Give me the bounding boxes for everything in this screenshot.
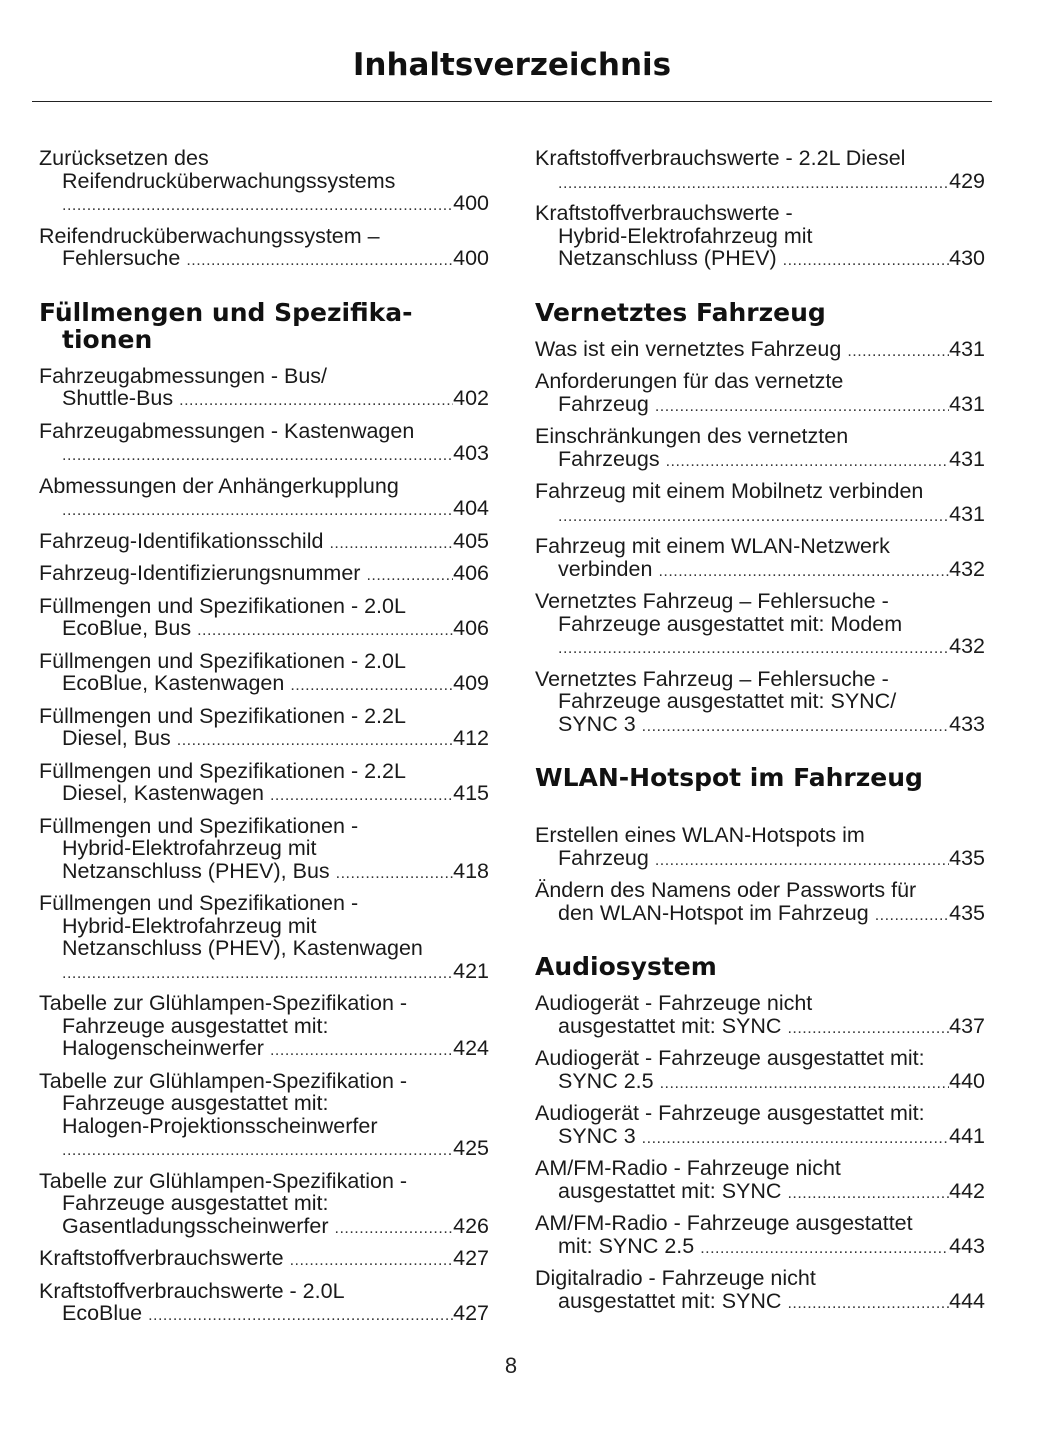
toc-entry-title-line: Fahrzeug-Identifizierungsnummer [39, 561, 361, 585]
toc-page-number[interactable]: 425 [453, 1136, 489, 1160]
dot-leader [658, 561, 949, 584]
toc-entry[interactable] [39, 650, 489, 698]
toc-entry[interactable] [39, 760, 489, 808]
section-heading [39, 299, 489, 353]
page-header [32, 0, 992, 102]
toc-entry[interactable] [535, 992, 985, 1040]
dot-leader [655, 850, 949, 873]
dot-leader [787, 1293, 949, 1316]
toc-entry-page-line [535, 1015, 985, 1041]
toc-entry[interactable] [39, 815, 489, 886]
toc-page-number[interactable]: 404 [453, 496, 489, 520]
toc-entry[interactable] [39, 530, 489, 556]
toc-page-number[interactable]: 432 [949, 634, 985, 658]
toc-entry-page-line [39, 387, 489, 413]
dot-leader [148, 1305, 453, 1328]
toc-entry[interactable] [535, 480, 985, 528]
dot-leader [642, 1128, 949, 1151]
dot-leader [177, 730, 453, 753]
toc-entry[interactable] [535, 1212, 985, 1260]
toc-group [535, 824, 985, 927]
toc-entry-page-line [535, 902, 985, 928]
page-title: Inhaltsverzeichnis [352, 47, 672, 83]
toc-page-number[interactable]: 430 [949, 246, 985, 270]
toc-entry-title-line: Netzanschluss (PHEV) [558, 246, 777, 270]
toc-page-number[interactable]: 427 [453, 1301, 489, 1325]
toc-entry-title-line: Hybrid-Elektrofahrzeug mit [62, 836, 317, 860]
toc-page-number[interactable]: 406 [453, 561, 489, 585]
toc-entry-page-line [39, 860, 489, 886]
toc-entry-page-line [39, 530, 489, 556]
toc-entry-title-line: Füllmengen und Spezifikationen - [39, 813, 359, 838]
toc-entry-title-line: Fahrzeuge ausgestattet mit: Modem [558, 611, 903, 636]
toc-page-number[interactable]: 409 [453, 671, 489, 695]
toc-entry[interactable] [39, 1170, 489, 1241]
toc-page-number[interactable]: 437 [949, 1013, 985, 1038]
toc-entry[interactable] [535, 338, 985, 364]
toc-entry-title-line: Fahrzeug [558, 391, 649, 416]
dot-leader [875, 905, 949, 928]
toc-entry-title-line: Netzanschluss (PHEV), Bus [62, 858, 330, 883]
toc-entry-page-line [535, 338, 985, 364]
toc-page-number[interactable]: 421 [453, 958, 489, 983]
toc-page-number[interactable]: 431 [949, 446, 985, 471]
toc-entry-title-line: Fahrzeug-Identifikationsschild [39, 528, 324, 553]
toc-entry-title-line: Fahrzeug [558, 845, 649, 870]
toc-page-number[interactable]: 444 [949, 1288, 985, 1313]
toc-entry[interactable] [39, 475, 489, 523]
toc-page-number[interactable]: 418 [453, 858, 489, 883]
toc-entry-page-line [535, 393, 985, 419]
toc-entry-title-line: Kraftstoffverbrauchswerte - 2.2L Diesel [535, 146, 906, 170]
toc-entry[interactable] [535, 147, 985, 195]
toc-group [39, 147, 489, 273]
toc-entry-title-line: Füllmengen und Spezifikationen - 2.0L [39, 593, 406, 618]
toc-entry-title-line: Tabelle zur Glühlampen-Spezifikation - [39, 991, 408, 1015]
dot-leader [290, 1250, 454, 1273]
toc-entry-page-line [535, 1235, 985, 1261]
toc-entry-page-line [39, 1215, 489, 1241]
toc-entry-page-line [39, 1302, 489, 1328]
toc-entry[interactable] [39, 562, 489, 588]
toc-entry-title-line: ausgestattet mit: SYNC [558, 1288, 782, 1313]
toc-entry-title-line: EcoBlue [62, 1301, 143, 1325]
toc-entry-title-line: den WLAN-Hotspot im Fahrzeug [558, 900, 869, 925]
toc-entry-title-line: ausgestattet mit: SYNC [558, 1013, 782, 1038]
toc-entry-title-line: Fahrzeugs [558, 446, 660, 471]
toc-entry-title-line: SYNC 3 [558, 711, 636, 736]
toc-entry-title-line: Abmessungen der Anhängerkupplung [39, 473, 399, 498]
toc-entry[interactable] [39, 992, 489, 1063]
toc-entry-page-line [39, 782, 489, 808]
dot-leader [787, 1183, 949, 1206]
toc-entry-page-line [39, 1037, 489, 1063]
dot-leader [787, 1018, 949, 1041]
toc-entry-title-line: Füllmengen und Spezifikationen - 2.2L [39, 703, 406, 728]
dot-leader [655, 396, 949, 419]
toc-entry-title-line: Fahrzeugabmessungen - Bus/ [39, 363, 328, 388]
toc-page-number[interactable]: 400 [453, 246, 489, 270]
toc-entry-title-line: Fahrzeugabmessungen - Kastenwagen [39, 418, 415, 443]
dot-leader [290, 675, 453, 698]
toc-entry-page-line [39, 562, 489, 588]
toc-entry-page-line [39, 1247, 489, 1273]
toc-entry-page-line [39, 617, 489, 643]
toc-entry-title-line: Vernetztes Fahrzeug – Fehlersuche - [535, 666, 889, 691]
toc-page-number[interactable]: 440 [949, 1068, 985, 1093]
dot-leader [270, 785, 453, 808]
toc-entry-title-line: Audiogerät - Fahrzeuge ausgestattet mit: [535, 1046, 925, 1070]
toc-entry-title-line: Vernetztes Fahrzeug – Fehlersuche - [535, 589, 889, 613]
toc-entry-page-line [535, 558, 985, 584]
toc-entry[interactable] [39, 1280, 489, 1328]
toc-entry[interactable] [535, 590, 985, 661]
dot-leader [642, 716, 949, 739]
toc-group [535, 338, 985, 739]
dot-leader [847, 341, 949, 364]
toc-page-number[interactable]: 435 [949, 900, 985, 925]
toc-page-number[interactable]: 441 [949, 1123, 985, 1148]
toc-page-number[interactable]: 429 [949, 168, 985, 193]
toc-entry-page-line [535, 170, 985, 196]
toc-page-number[interactable]: 426 [453, 1213, 489, 1238]
dot-leader [270, 1040, 453, 1063]
dot-leader [62, 500, 453, 523]
section-heading-line: tionen [62, 324, 153, 354]
toc-entry-title-line: Ändern des Namens oder Passworts für [535, 878, 917, 902]
toc-entry-title-line: Fehlersuche [62, 246, 181, 270]
toc-entry-title-line: Hybrid-Elektrofahrzeug mit [558, 223, 813, 248]
toc-entry-page-line [39, 247, 489, 273]
toc-entry-page-line [535, 1070, 985, 1096]
toc-group [535, 992, 985, 1315]
toc-entry-page-line [535, 847, 985, 873]
toc-page-number[interactable]: 406 [453, 616, 489, 640]
toc-entry-page-line [39, 442, 489, 468]
toc-entry-page-line [535, 1290, 985, 1316]
dot-leader [366, 565, 453, 588]
dot-leader [783, 250, 949, 273]
toc-entry-title-line: Netzanschluss (PHEV), Kastenwagen [62, 936, 423, 960]
toc-entry[interactable] [535, 370, 985, 418]
dot-leader [336, 863, 453, 886]
toc-entry-page-line [39, 727, 489, 753]
toc-page-number[interactable]: 433 [949, 711, 985, 736]
toc-entry[interactable] [39, 892, 489, 985]
toc-entry-title-line: Audiogerät - Fahrzeuge ausgestattet mit: [535, 1101, 925, 1125]
toc-entry-title-line: Kraftstoffverbrauchswerte [39, 1246, 284, 1270]
toc-entry[interactable] [39, 595, 489, 643]
toc-entry-title-line: SYNC 3 [558, 1123, 636, 1148]
toc-entry-page-line [535, 503, 985, 529]
toc-entry-page-line [39, 1137, 489, 1163]
dot-leader [666, 451, 950, 474]
toc-entry-title-line: Fahrzeuge ausgestattet mit: [62, 1191, 329, 1215]
toc-entry[interactable] [535, 202, 985, 273]
dot-leader [186, 250, 453, 273]
toc-entry-title-line: EcoBlue, Bus [62, 616, 192, 640]
toc-entry-title-line: Halogen-Projektionsscheinwerfer [62, 1113, 378, 1138]
toc-entry-title-line: Fahrzeuge ausgestattet mit: SYNC/ [558, 689, 897, 713]
toc-page-number[interactable]: 400 [453, 191, 489, 215]
toc-entry-title-line: ausgestattet mit: SYNC [558, 1178, 782, 1203]
toc-entry-title-line: Tabelle zur Glühlampen-Spezifikation - [39, 1068, 408, 1093]
toc-entry-page-line [535, 713, 985, 739]
toc-entry[interactable] [39, 1247, 489, 1273]
dot-leader [179, 390, 453, 413]
toc-entry-title-line: Füllmengen und Spezifikationen - 2.0L [39, 648, 406, 673]
toc-entry-title-line: Fahrzeuge ausgestattet mit: [62, 1091, 329, 1115]
toc-entry[interactable] [535, 1102, 985, 1150]
toc-column-right [535, 147, 985, 1322]
toc-page-number[interactable]: 405 [453, 528, 489, 553]
toc-entry-title-line: Tabelle zur Glühlampen-Spezifikation - [39, 1168, 408, 1193]
dot-leader [558, 173, 949, 196]
toc-entry[interactable] [535, 668, 985, 739]
section-heading: Audiosystem [535, 952, 717, 981]
toc-entry-title-line: Digitalradio - Fahrzeuge nicht [535, 1266, 816, 1290]
toc-page-number[interactable]: 435 [949, 845, 985, 870]
toc-entry-title-line: Anforderungen für das vernetzte [535, 369, 844, 393]
toc-entry-title-line: Kraftstoffverbrauchswerte - 2.0L [39, 1278, 345, 1303]
toc-entry-title-line: Was ist ein vernetztes Fahrzeug [535, 336, 842, 361]
toc-entry[interactable] [39, 1070, 489, 1163]
toc-entry-title-line: AM/FM-Radio - Fahrzeuge nicht [535, 1156, 841, 1180]
toc-page-number[interactable]: 415 [453, 781, 489, 805]
dot-leader [329, 533, 453, 556]
toc-page-number[interactable]: 431 [949, 391, 985, 416]
toc-group [39, 365, 489, 1328]
toc-entry[interactable] [535, 535, 985, 583]
toc-page-number[interactable]: 403 [453, 441, 489, 465]
section-heading: Vernetztes Fahrzeug [535, 297, 826, 327]
toc-column-left [39, 147, 489, 1335]
dot-leader [197, 620, 453, 643]
section-heading: WLAN-Hotspot im Fahrzeug [535, 763, 923, 792]
dot-leader [558, 506, 949, 529]
toc-entry-page-line [535, 1180, 985, 1206]
toc-entry[interactable] [39, 420, 489, 468]
toc-entry-title-line: Erstellen eines WLAN-Hotspots im [535, 823, 865, 847]
toc-page-number[interactable]: 412 [453, 726, 489, 750]
toc-entry-page-line [39, 960, 489, 986]
toc-page-number[interactable]: 431 [949, 501, 985, 526]
toc-entry-title-line: Hybrid-Elektrofahrzeug mit [62, 913, 317, 938]
toc-entry-title-line: Reifendrucküberwachungssystem – [39, 223, 380, 248]
toc-entry-title-line: Zurücksetzen des [39, 146, 209, 170]
toc-entry-page-line [39, 192, 489, 218]
toc-entry-title-line: Reifendrucküberwachungssystems [62, 168, 396, 193]
toc-entry-title-line: Fahrzeug mit einem WLAN-Netzwerk [535, 534, 890, 558]
toc-page-number[interactable]: 442 [949, 1178, 985, 1203]
dot-leader [660, 1073, 950, 1096]
dot-leader [62, 1140, 453, 1163]
section-heading-line: Füllmengen und Spezifika- [39, 297, 413, 327]
toc-entry-page-line [535, 635, 985, 661]
toc-page-number[interactable]: 402 [453, 386, 489, 410]
toc-page-number[interactable]: 431 [949, 336, 985, 361]
toc-entry-title-line: Fahrzeuge ausgestattet mit: [62, 1013, 329, 1038]
toc-entry-page-line [535, 1125, 985, 1151]
toc-entry[interactable] [535, 1047, 985, 1095]
toc-entry-page-line [39, 497, 489, 523]
page-number: 8 [504, 1353, 518, 1378]
toc-entry-title-line: Einschränkungen des vernetzten [535, 424, 849, 448]
dot-leader [335, 1218, 454, 1241]
toc-entry[interactable] [535, 425, 985, 473]
toc-entry[interactable] [535, 1267, 985, 1315]
toc-entry-title-line: Shuttle-Bus [62, 386, 174, 410]
toc-entry-title-line: Audiogerät - Fahrzeuge nicht [535, 991, 813, 1015]
toc-entry-title-line: Gasentladungsscheinwerfer [62, 1213, 329, 1238]
toc-entry-title-line: Halogenscheinwerfer [62, 1036, 264, 1060]
toc-entry[interactable] [535, 824, 985, 872]
toc-entry-page-line [39, 672, 489, 698]
toc-group [535, 147, 985, 273]
toc-entry[interactable] [39, 225, 489, 273]
toc-entry-title-line: Diesel, Kastenwagen [62, 781, 264, 805]
toc-entry-title-line: Kraftstoffverbrauchswerte - [535, 201, 793, 225]
toc-entry[interactable] [39, 365, 489, 413]
toc-entry-title-line: verbinden [558, 556, 653, 581]
toc-entry-title-line: Füllmengen und Spezifikationen - 2.2L [39, 758, 406, 783]
dot-leader [62, 963, 453, 986]
toc-entry[interactable] [39, 705, 489, 753]
toc-entry-title-line: Fahrzeug mit einem Mobilnetz verbinden [535, 479, 924, 503]
toc-entry-page-line [535, 247, 985, 273]
toc-page-number[interactable]: 427 [453, 1246, 489, 1270]
dot-leader [62, 195, 453, 218]
toc-entry[interactable] [535, 1157, 985, 1205]
toc-entry-page-line [535, 448, 985, 474]
toc-entry-title-line: mit: SYNC 2.5 [558, 1233, 695, 1258]
toc-entry-title-line: SYNC 2.5 [558, 1068, 654, 1093]
toc-page-number[interactable]: 424 [453, 1036, 489, 1060]
dot-leader [700, 1238, 949, 1261]
toc-page-number[interactable]: 432 [949, 556, 985, 581]
dot-leader [558, 638, 949, 661]
toc-entry-title-line: EcoBlue, Kastenwagen [62, 671, 285, 695]
toc-entry[interactable] [39, 147, 489, 218]
toc-entry-title-line: Diesel, Bus [62, 726, 171, 750]
toc-entry-title-line: Füllmengen und Spezifikationen - [39, 891, 359, 915]
toc-page-number[interactable]: 443 [949, 1233, 985, 1258]
dot-leader [62, 445, 453, 468]
toc-entry-title-line: AM/FM-Radio - Fahrzeuge ausgestattet [535, 1211, 913, 1235]
toc-entry[interactable] [535, 879, 985, 927]
